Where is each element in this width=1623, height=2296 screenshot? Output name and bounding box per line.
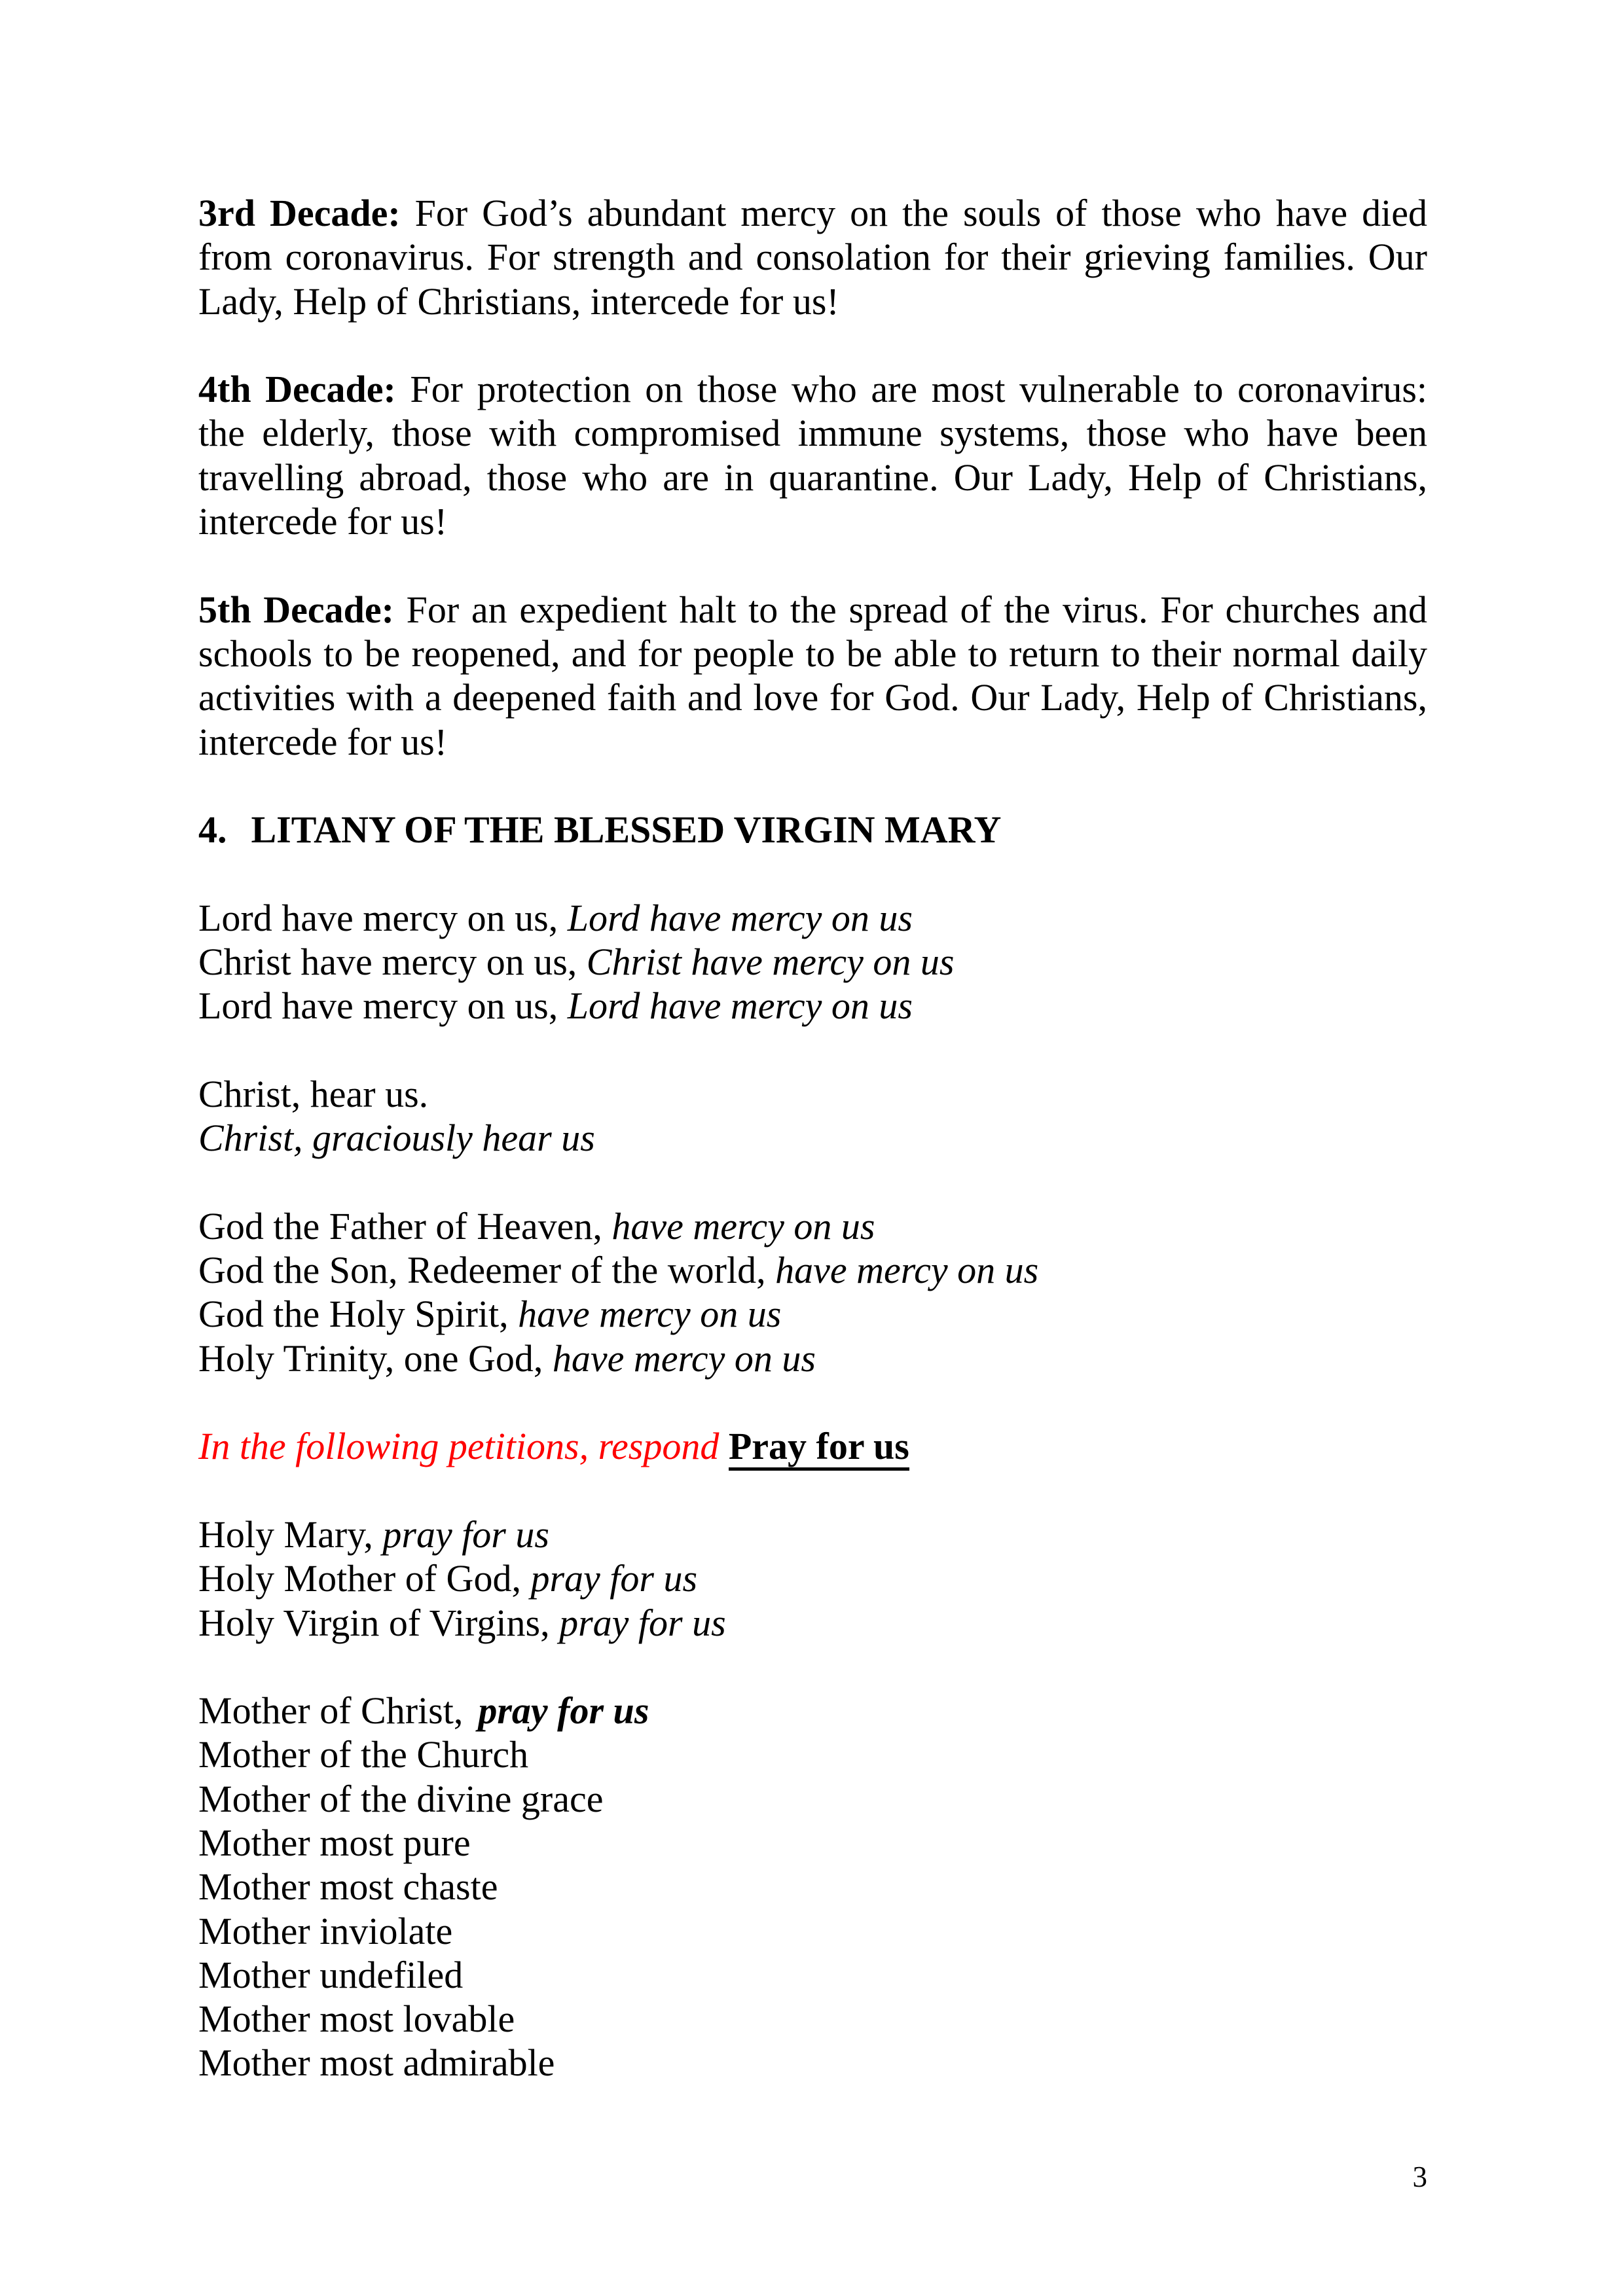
litany-line xyxy=(198,1997,1427,2041)
litany-line xyxy=(198,984,1427,1028)
litany-line xyxy=(198,2041,1427,2085)
litany-call: Mother most lovable xyxy=(198,1998,515,2041)
page-content xyxy=(198,191,1427,2085)
litany-line xyxy=(198,1601,1427,1645)
litany-call: Christ have mercy on us, xyxy=(198,941,577,984)
litany-response: have mercy on us xyxy=(611,1204,875,1247)
litany-line xyxy=(198,940,1427,984)
christ-hear-block xyxy=(198,1072,1427,1160)
decade-label: 3rd Decade: xyxy=(198,192,401,234)
litany-line xyxy=(198,1513,1427,1556)
litany-call: Mother undefiled xyxy=(198,1953,464,1996)
litany-line xyxy=(198,1909,1427,1953)
litany-call: Lord have mercy on us, xyxy=(198,896,558,939)
litany-line xyxy=(198,1204,1427,1248)
litany-call: Christ, hear us. xyxy=(198,1072,429,1115)
god-invocations-block xyxy=(198,1204,1427,1380)
litany-call: Holy Virgin of Virgins, xyxy=(198,1601,550,1644)
litany-call: Mother inviolate xyxy=(198,1909,453,1952)
decade-text: For an expedient halt to the spread of the virus. For churches and schools to be reopened, and for people to be able to return to their normal daily activities with a deepened faith and love for God. Our Lady, Help of Christians, intercede for us! xyxy=(198,588,1427,763)
litany-response: pray for us xyxy=(382,1513,549,1556)
litany-call: Mother of Christ, xyxy=(198,1689,464,1732)
petition-note-block xyxy=(198,1424,1427,1468)
litany-call: Holy Mary, xyxy=(198,1513,373,1556)
litany-response: pray for us xyxy=(559,1601,726,1644)
petition-instruction: In the following petitions, respond xyxy=(198,1425,720,1468)
litany-call: God the Son, Redeemer of the world, xyxy=(198,1249,766,1292)
litany-response: Christ have mercy on us xyxy=(586,941,955,984)
litany-call: Holy Trinity, one God, xyxy=(198,1336,543,1380)
petition-note-line xyxy=(198,1424,1427,1468)
litany-line xyxy=(198,1689,1427,1732)
litany-line xyxy=(198,1732,1427,1776)
litany-line xyxy=(198,1336,1427,1380)
decade-text: For protection on those who are most vulnerable to coronavirus: the elderly, those with compromised immune systems, those who have been travelling abroad, those who are in quarantine. Our Lady, Help of Christians, intercede for us! xyxy=(198,368,1428,543)
litany-line xyxy=(198,1072,1427,1116)
litany-line xyxy=(198,1865,1427,1909)
litany-call: Mother of the divine grace xyxy=(198,1777,604,1820)
litany-line xyxy=(198,1292,1427,1336)
page-number: 3 xyxy=(1412,2161,1427,2193)
section-title: LITANY OF THE BLESSED VIRGIN MARY xyxy=(251,808,1002,852)
litany-call: God the Holy Spirit, xyxy=(198,1293,509,1336)
litany-response: Christ, graciously hear us xyxy=(198,1117,595,1160)
litany-call: Mother most chaste xyxy=(198,1865,498,1909)
decade-label: 4th Decade: xyxy=(198,368,396,411)
decade-text: For God’s abundant mercy on the souls of those who have died from coronavirus. For strength and consolation for their grieving families. Our Lady, Help of Christians, intercede for us! xyxy=(198,192,1427,323)
litany-line xyxy=(198,1777,1427,1821)
litany-response: have mercy on us xyxy=(552,1336,816,1380)
litany-line xyxy=(198,1821,1427,1865)
mother-petitions-block xyxy=(198,1689,1427,2085)
decade-paragraph-4th xyxy=(198,367,1427,543)
petition-response-label: Pray for us xyxy=(729,1425,909,1471)
litany-call: God the Father of Heaven, xyxy=(198,1204,602,1247)
litany-call: Mother most admirable xyxy=(198,2041,555,2085)
litany-response: pray for us xyxy=(530,1557,698,1600)
litany-response: Lord have mercy on us xyxy=(567,896,913,939)
holy-petitions-block xyxy=(198,1513,1427,1645)
kyrie-block xyxy=(198,896,1427,1028)
litany-line xyxy=(198,1116,1427,1160)
litany-line xyxy=(198,1248,1427,1292)
decade-paragraph-3rd xyxy=(198,191,1427,323)
litany-response: have mercy on us xyxy=(775,1249,1039,1292)
litany-call: Mother of the Church xyxy=(198,1733,529,1776)
litany-line xyxy=(198,1953,1427,1997)
litany-line xyxy=(198,896,1427,940)
litany-response: Lord have mercy on us xyxy=(567,984,913,1028)
litany-call: Mother most pure xyxy=(198,1821,471,1864)
litany-response: pray for us xyxy=(478,1689,649,1732)
litany-response: have mercy on us xyxy=(518,1293,782,1336)
litany-call: Lord have mercy on us, xyxy=(198,984,558,1028)
litany-call: Holy Mother of God, xyxy=(198,1557,521,1600)
decade-paragraph-5th xyxy=(198,588,1427,764)
section-number: 4. xyxy=(198,808,227,852)
decade-label: 5th Decade: xyxy=(198,588,394,631)
section-heading xyxy=(198,808,1427,852)
litany-line xyxy=(198,1556,1427,1600)
